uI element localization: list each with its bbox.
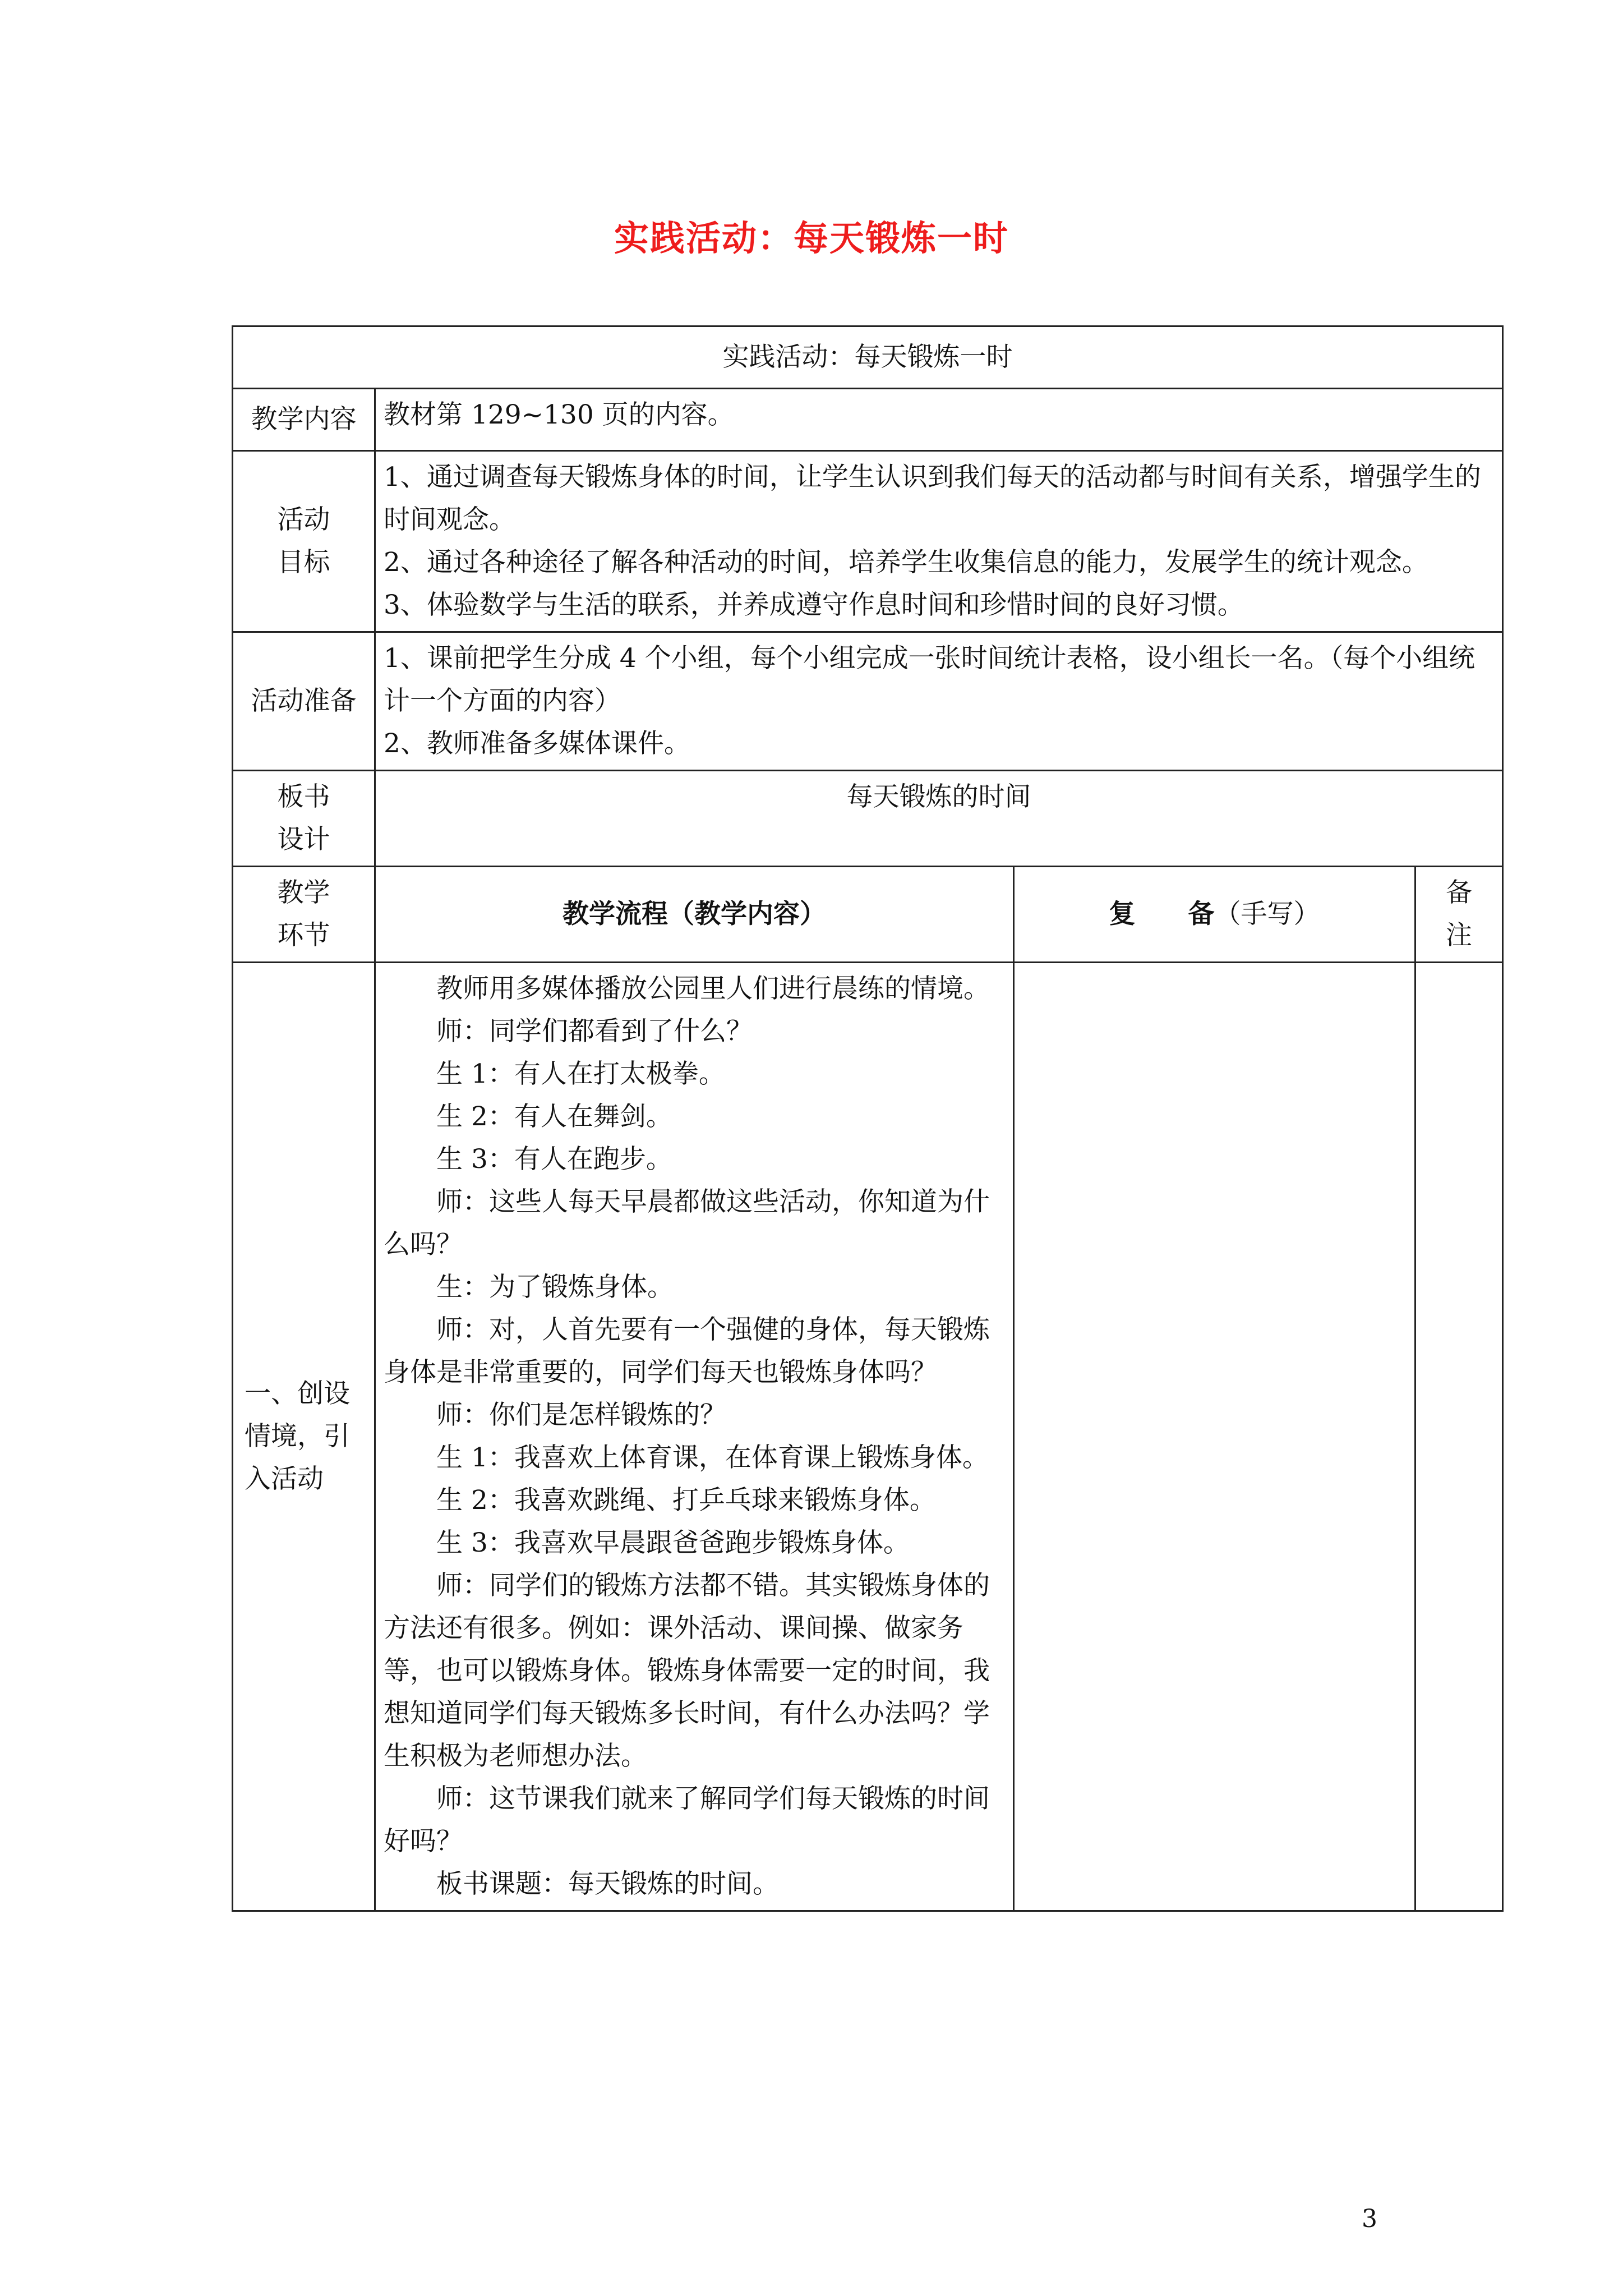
goals-label-line-2: 目标 xyxy=(277,547,330,578)
column-header-row xyxy=(233,867,1503,963)
prep-item: 2、教师准备多媒体课件。 xyxy=(384,728,690,759)
flow-paragraph: 师：同学们的锻炼方法都不错。其实锻炼身体的方法还有很多。例如：课外活动、课间操、做家务等，也可以锻炼身体。锻炼身体需要一定的时间，我想知道同学们每天锻炼多长时间，有什么办法吗？学生积极为老师想办法。 xyxy=(384,1570,990,1772)
notes-header-line-1: 备 xyxy=(1446,877,1472,908)
goals-value xyxy=(375,451,1503,632)
flow-header: 教学流程（教学内容） xyxy=(375,867,1014,963)
flow-paragraph: 生：为了锻炼身体。 xyxy=(436,1272,674,1303)
review-header-note: （手写） xyxy=(1214,899,1320,930)
flow-paragraph: 板书课题：每天锻炼的时间。 xyxy=(436,1869,779,1899)
flow-paragraph: 师：对，人首先要有一个强健的身体，每天锻炼身体是非常重要的，同学们每天也锻炼身体吗？ xyxy=(384,1314,990,1388)
review-header xyxy=(1014,867,1415,963)
page-number: 3 xyxy=(1362,2205,1377,2233)
flow-paragraph: 教师用多媒体播放公园里人们进行晨练的情境。 xyxy=(436,973,990,1004)
flow-paragraph: 师：你们是怎样锻炼的？ xyxy=(436,1400,726,1430)
prep-label: 活动准备 xyxy=(233,632,375,771)
flow-paragraph: 生 1：我喜欢上体育课，在体育课上锻炼身体。 xyxy=(436,1442,989,1473)
content-label: 教学内容 xyxy=(233,389,375,451)
flow-paragraph: 师：这节课我们就来了解同学们每天锻炼的时间好吗？ xyxy=(384,1783,990,1857)
goals-label xyxy=(233,451,375,632)
section-1-label: 一、创设情境，引入活动 xyxy=(233,963,375,1911)
board-design-value: 每天锻炼的时间 xyxy=(375,771,1503,867)
lesson-plan-table xyxy=(232,325,1504,1912)
section-1-notes xyxy=(1415,963,1503,1911)
board-design-label xyxy=(233,771,375,867)
section-1-flow xyxy=(375,963,1014,1911)
goals-label-line-1: 活动 xyxy=(277,504,330,535)
goal-item: 2、通过各种途径了解各种活动的时间，培养学生收集信息的能力，发展学生的统计观念。 xyxy=(384,547,1428,578)
prep-row xyxy=(233,632,1503,771)
flow-paragraph: 生 2：我喜欢跳绳、打乒乓球来锻炼身体。 xyxy=(436,1485,936,1516)
board-label-line-2: 设计 xyxy=(277,824,330,855)
content-row xyxy=(233,389,1503,451)
review-header-main: 复 备 xyxy=(1109,899,1215,930)
flow-paragraph: 生 3：有人在跑步。 xyxy=(436,1144,672,1175)
stage-header-line-2: 环节 xyxy=(277,920,330,951)
page-title: 实践活动：每天锻炼一时 xyxy=(614,218,1009,259)
flow-paragraph: 生 3：我喜欢早晨跟爸爸跑步锻炼身体。 xyxy=(436,1527,910,1558)
flow-paragraph: 师：同学们都看到了什么？ xyxy=(436,1016,753,1047)
flow-paragraph: 生 1：有人在打太极拳。 xyxy=(436,1059,725,1089)
notes-header-line-2: 注 xyxy=(1446,920,1472,951)
prep-value xyxy=(375,632,1503,771)
goal-item: 3、体验数学与生活的联系，并养成遵守作息时间和珍惜时间的良好习惯。 xyxy=(384,590,1244,620)
flow-paragraph: 师：这些人每天早晨都做这些活动，你知道为什么吗？ xyxy=(384,1186,990,1260)
table-header-row xyxy=(233,326,1503,389)
board-label-line-1: 板书 xyxy=(277,781,330,812)
flow-paragraph: 生 2：有人在舞剑。 xyxy=(436,1101,672,1132)
section-1-row xyxy=(233,963,1503,1911)
board-design-row xyxy=(233,771,1503,867)
stage-header-line-1: 教学 xyxy=(277,877,330,908)
goal-item: 1、通过调查每天锻炼身体的时间，让学生认识到我们每天的活动都与时间有关系，增强学生的时间观念。 xyxy=(384,462,1481,535)
table-header: 实践活动：每天锻炼一时 xyxy=(233,326,1503,389)
stage-header xyxy=(233,867,375,963)
notes-header xyxy=(1415,867,1503,963)
content-value: 教材第 129~130 页的内容。 xyxy=(375,389,1503,451)
prep-item: 1、课前把学生分成 4 个小组，每个小组完成一张时间统计表格，设小组长一名。（每个小组统计一个方面的内容） xyxy=(384,643,1476,716)
goals-row xyxy=(233,451,1503,632)
section-1-review xyxy=(1014,963,1415,1911)
